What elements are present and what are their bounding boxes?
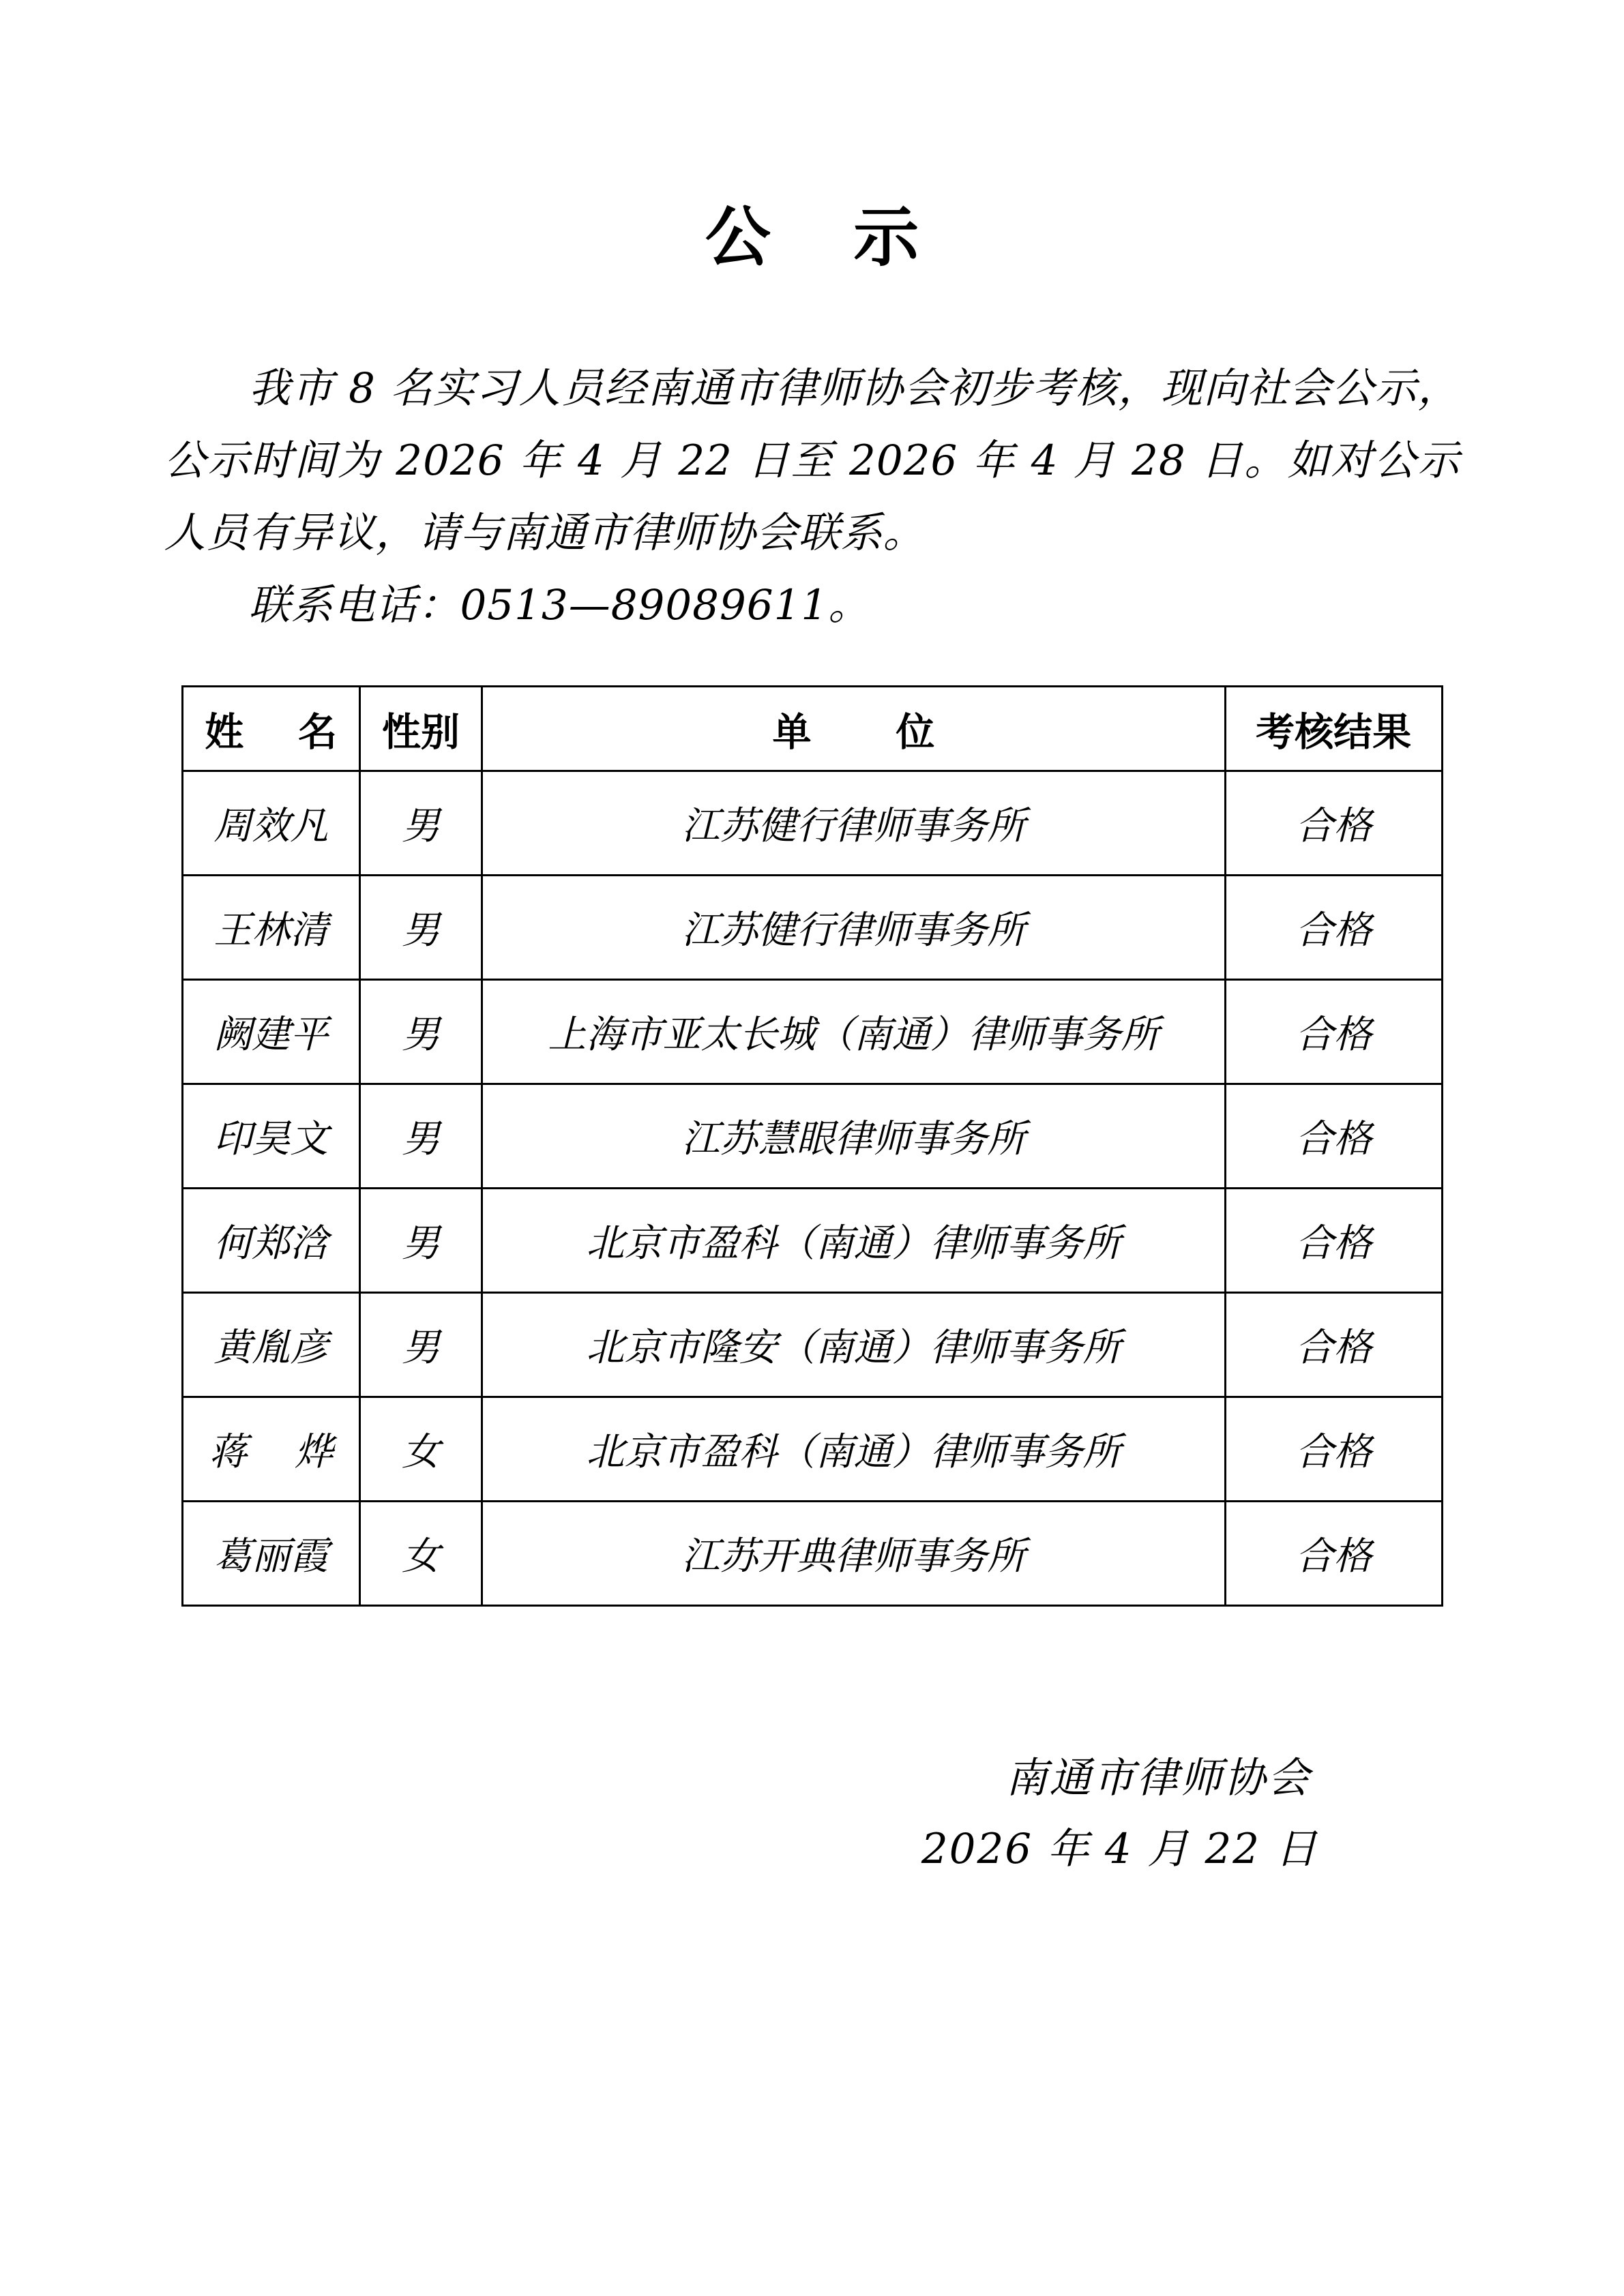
cell-organization: 上海市亚太长城（南通）律师事务所 bbox=[482, 980, 1226, 1084]
column-header-gender-label: 性别 bbox=[382, 709, 460, 755]
cell-name bbox=[182, 1189, 359, 1293]
notice-body bbox=[164, 276, 1460, 642]
table-row bbox=[182, 1293, 1442, 1397]
cell-gender: 男 bbox=[359, 1084, 482, 1189]
column-header-name-label: 姓 名 bbox=[205, 709, 358, 755]
cell-organization: 北京市隆安（南通）律师事务所 bbox=[482, 1293, 1226, 1397]
column-header-result bbox=[1225, 687, 1442, 771]
cell-name-text: 何郑浛 bbox=[213, 1221, 329, 1266]
cell-name-text: 黄胤彦 bbox=[213, 1326, 329, 1371]
cell-organization: 江苏健行律师事务所 bbox=[482, 876, 1226, 980]
table-row bbox=[182, 1084, 1442, 1189]
cell-gender: 女 bbox=[359, 1397, 482, 1502]
column-header-organization bbox=[482, 687, 1226, 771]
notice-paragraph-2: 联系电话：0513—89089611。 bbox=[248, 581, 871, 630]
cell-result: 合格 bbox=[1225, 1189, 1442, 1293]
table-row bbox=[182, 1397, 1442, 1502]
cell-name-text: 阙建平 bbox=[213, 1013, 329, 1058]
cell-name bbox=[182, 1502, 359, 1606]
page-title: 公 示 bbox=[705, 198, 949, 275]
column-header-result-label: 考核结果 bbox=[1256, 709, 1412, 755]
column-header-gender bbox=[359, 687, 482, 771]
table-header-row bbox=[182, 687, 1442, 771]
cell-gender: 女 bbox=[359, 1502, 482, 1606]
cell-gender: 男 bbox=[359, 771, 482, 876]
cell-result: 合格 bbox=[1225, 771, 1442, 876]
cell-organization: 江苏开典律师事务所 bbox=[482, 1502, 1226, 1606]
cell-result: 合格 bbox=[1225, 876, 1442, 980]
cell-result: 合格 bbox=[1225, 980, 1442, 1084]
cell-gender: 男 bbox=[359, 1293, 482, 1397]
cell-name bbox=[182, 876, 359, 980]
table-row bbox=[182, 771, 1442, 876]
cell-organization: 江苏慧眼律师事务所 bbox=[482, 1084, 1226, 1189]
table-row bbox=[182, 1502, 1442, 1606]
cell-result: 合格 bbox=[1225, 1293, 1442, 1397]
cell-name bbox=[182, 771, 359, 876]
cell-gender: 男 bbox=[359, 1189, 482, 1293]
signature-organization: 南通市律师协会 bbox=[1005, 1754, 1312, 1803]
column-header-organization-label: 单 位 bbox=[772, 709, 971, 755]
cell-name bbox=[182, 1293, 359, 1397]
cell-gender: 男 bbox=[359, 876, 482, 980]
cell-organization: 北京市盈科（南通）律师事务所 bbox=[482, 1397, 1226, 1502]
cell-name-text: 王林清 bbox=[213, 908, 329, 953]
cell-name-text: 葛丽霞 bbox=[213, 1534, 329, 1579]
cell-organization: 北京市盈科（南通）律师事务所 bbox=[482, 1189, 1226, 1293]
cell-result: 合格 bbox=[1225, 1397, 1442, 1502]
column-header-name bbox=[182, 687, 359, 771]
cell-result: 合格 bbox=[1225, 1502, 1442, 1606]
cell-name-text: 印昊文 bbox=[213, 1117, 329, 1162]
cell-name bbox=[182, 1084, 359, 1189]
table-row bbox=[182, 980, 1442, 1084]
signature-date: 2026 年 4 月 22 日 bbox=[921, 1825, 1318, 1874]
table-row bbox=[182, 876, 1442, 980]
cell-name bbox=[182, 1397, 359, 1502]
table-body bbox=[182, 771, 1442, 1606]
cell-result: 合格 bbox=[1225, 1084, 1442, 1189]
cell-gender: 男 bbox=[359, 980, 482, 1084]
signature-block bbox=[164, 1607, 1460, 1885]
cell-organization: 江苏健行律师事务所 bbox=[482, 771, 1226, 876]
personnel-table-container bbox=[181, 642, 1443, 1607]
table-row bbox=[182, 1189, 1442, 1293]
personnel-table bbox=[181, 685, 1443, 1607]
cell-name-text: 蒋 烨 bbox=[209, 1430, 351, 1475]
notice-paragraph-1: 我市 8 名实习人员经南通市律师协会初步考核，现向社会公示，公示时间为 2026 年 4 月 22 日至 2026 年 4 月 28 日。如对公示人员有异议，请与南通市律师协会联系。 bbox=[164, 364, 1460, 558]
cell-name-text: 周效凡 bbox=[213, 804, 329, 849]
table-header bbox=[182, 687, 1442, 771]
cell-name bbox=[182, 980, 359, 1084]
